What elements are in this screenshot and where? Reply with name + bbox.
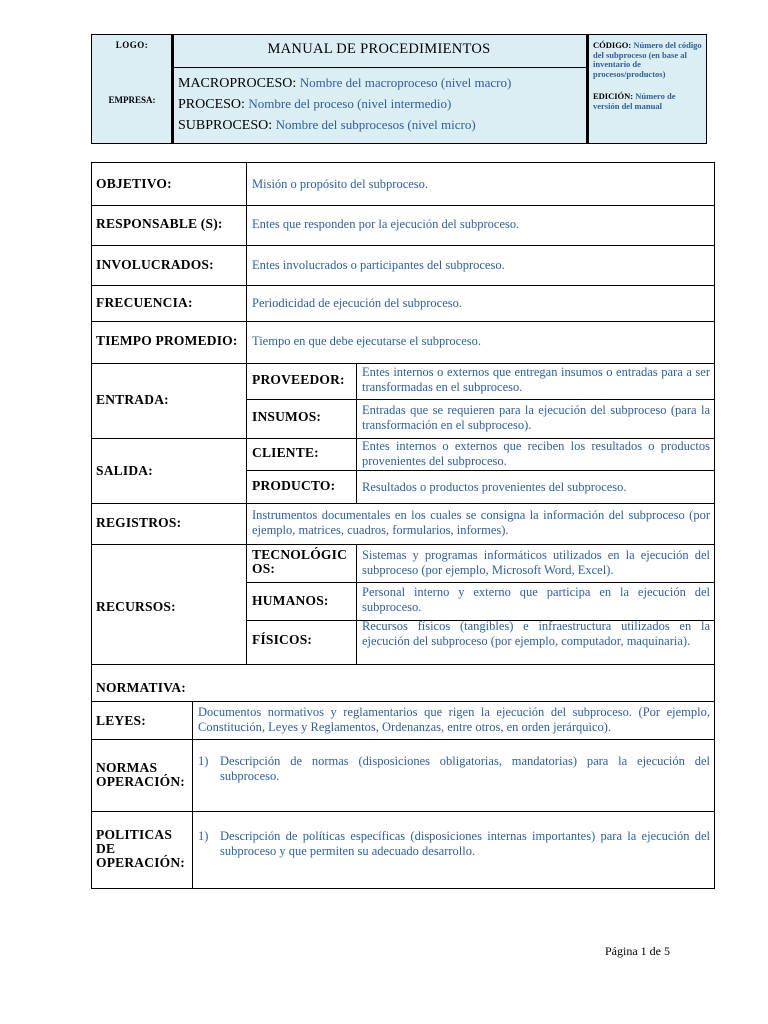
producto-label: PRODUCTO: — [252, 478, 336, 493]
proveedor-value: Entes internos o externos que entregan insumos o entradas para a ser transformadas en el subproceso. — [362, 365, 710, 394]
row-divider — [92, 285, 714, 286]
objetivo-value: Misión o propósito del subproceso. — [252, 177, 429, 191]
subproceso-line — [178, 117, 476, 134]
page-number: Página 1 de 5 — [605, 944, 670, 958]
company-label: EMPRESA: — [108, 95, 156, 105]
row-divider — [92, 811, 714, 812]
humanos-value: Personal interno y externo que participa en la ejecución del subproceso. — [362, 585, 710, 614]
tecnologicos-value: Sistemas y programas informáticos utilizados en la ejecución del subproceso (por ejemplo, Microsoft Word, Excel). — [362, 548, 710, 577]
registros-value: Instrumentos documentales en los cuales se consigna la información del subproceso (por ejemplo, matrices, cuadros, formularios, informes). — [252, 508, 710, 537]
logo-label: LOGO: — [115, 40, 149, 50]
tiempo-label: TIEMPO PROMEDIO: — [96, 333, 238, 348]
proceso-line — [178, 96, 451, 113]
politicas-number: 1) — [198, 829, 209, 843]
subproceso-label: SUBPROCESO: — [178, 118, 273, 133]
row-divider — [92, 503, 714, 504]
sub-column-divider — [356, 544, 357, 664]
row-divider — [92, 363, 714, 364]
subproceso-value: Nombre del subprocesos (nivel micro) — [275, 117, 476, 132]
objetivo-label: OBJETIVO: — [96, 176, 172, 191]
procedure-table — [91, 162, 715, 889]
edicion-text — [593, 92, 702, 111]
edicion-value: Número de versión del manual — [593, 91, 676, 111]
row-divider — [92, 701, 714, 702]
row-divider — [92, 739, 714, 740]
sub-row-divider — [246, 470, 714, 471]
row-divider — [92, 205, 714, 206]
politicas-label: POLITICAS DE OPERACIÓN: — [96, 827, 185, 870]
document-header — [91, 34, 707, 144]
insumos-value: Entradas que se requieren para la ejecución del subproceso (para la transformación en el subproceso). — [362, 403, 710, 432]
row-divider — [92, 544, 714, 545]
frecuencia-value: Periodicidad de ejecución del subproceso. — [252, 296, 462, 310]
leyes-label: LEYES: — [96, 713, 146, 728]
fisicos-value: Recursos físicos (tangibles) e infraestructura utilizados en la ejecución del subproceso (por ejemplo, computador, maquinaria). — [362, 619, 710, 648]
leyes-value: Documentos normativos y reglamentarios que rigen la ejecución del subproceso. (Por ejemplo, Constitución, Leyes y Reglamentos, Ordenanzas, entre otros, en orden jerárquico). — [198, 705, 710, 734]
column-divider — [246, 163, 247, 664]
macroproceso-value: Nombre del macroproceso (nivel macro) — [299, 75, 512, 90]
responsable-value: Entes que responden por la ejecución del subproceso. — [252, 217, 520, 231]
fisicos-label: FÍSICOS: — [252, 632, 313, 647]
salida-label: SALIDA: — [96, 463, 153, 478]
politicas-value: Descripción de políticas específicas (disposiciones internas importantes) para la ejecución del subproceso y que permiten su adecuado desarrollo. — [220, 829, 710, 858]
tecnologicos-label: TECNOLÓGIC OS: — [252, 547, 348, 576]
sub-row-divider — [246, 582, 714, 583]
macroproceso-line — [178, 75, 511, 92]
cliente-value: Entes internos o externos que reciben los resultados o productos provenientes del subproceso. — [362, 439, 710, 468]
sub-row-divider — [246, 399, 714, 400]
insumos-label: INSUMOS: — [252, 409, 322, 424]
codigo-label: CÓDIGO: — [593, 40, 632, 50]
proveedor-label: PROVEEDOR: — [252, 372, 345, 387]
normas-label: NORMAS OPERACIÓN: — [96, 760, 185, 789]
edicion-label: EDICIÓN: — [593, 91, 634, 101]
proceso-label: PROCESO: — [178, 97, 245, 112]
row-divider — [92, 664, 714, 665]
sub-column-divider — [356, 363, 357, 503]
proceso-value: Nombre del proceso (nivel intermedio) — [248, 96, 452, 111]
code-cell — [587, 35, 706, 143]
entrada-label: ENTRADA: — [96, 392, 169, 407]
involucrados-label: INVOLUCRADOS: — [96, 257, 214, 272]
normas-value: Descripción de normas (disposiciones obligatorias, mandatorias) para la ejecución del subproceso. — [220, 754, 710, 783]
producto-value: Resultados o productos provenientes del subproceso. — [362, 480, 627, 494]
normas-number: 1) — [198, 754, 209, 768]
responsable-label: RESPONSABLE (S): — [96, 216, 223, 231]
codigo-text — [593, 41, 702, 79]
macroproceso-label: MACROPROCESO: — [178, 76, 297, 91]
row-divider — [92, 321, 714, 322]
registros-label: REGISTROS: — [96, 515, 182, 530]
tiempo-value: Tiempo en que debe ejecutarse el subproceso. — [252, 334, 481, 348]
recursos-label: RECURSOS: — [96, 599, 176, 614]
title-separator — [172, 67, 586, 68]
column-divider-lower — [192, 701, 193, 889]
cliente-label: CLIENTE: — [252, 445, 319, 460]
codigo-value: Número del código del subproceso (en base al inventario de procesos/productos) — [593, 40, 702, 79]
logo-company-cell — [92, 35, 172, 143]
humanos-label: HUMANOS: — [252, 593, 329, 608]
involucrados-value: Entes involucrados o participantes del subproceso. — [252, 258, 505, 272]
row-divider — [92, 245, 714, 246]
manual-title: MANUAL DE PROCEDIMIENTOS — [267, 41, 491, 57]
frecuencia-label: FRECUENCIA: — [96, 295, 193, 310]
title-cell — [172, 35, 587, 143]
normativa-label: NORMATIVA: — [96, 680, 187, 695]
